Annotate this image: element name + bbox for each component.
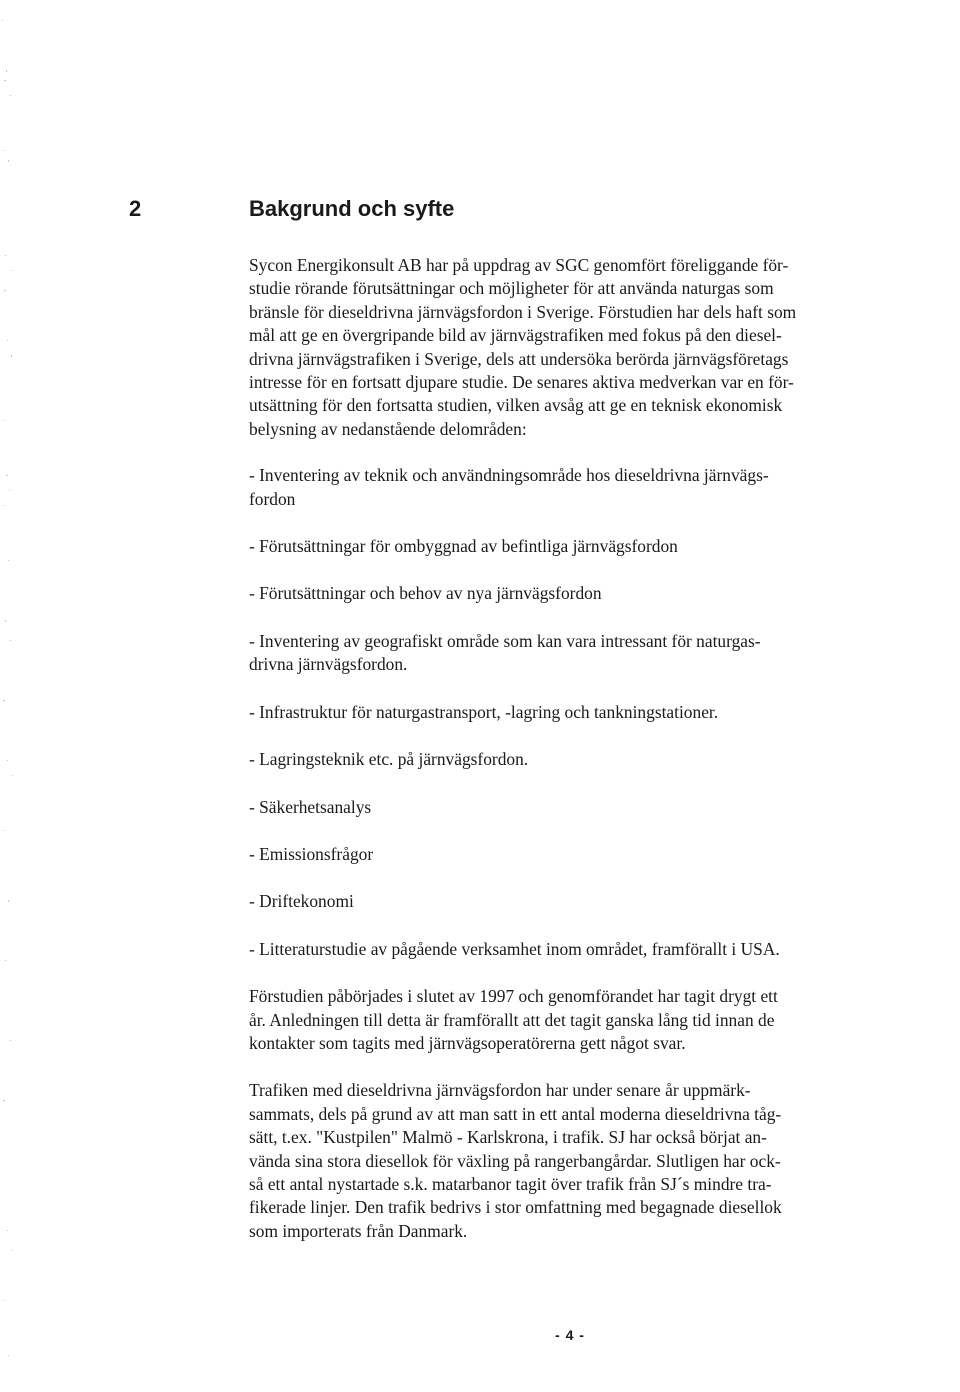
text-line: år. Anledningen till detta är framförallt att det tagit ganska lång tid innan de: [249, 1009, 775, 1030]
text-line: fikerade linjer. Den trafik bedrivs i stor omfattning med begagnade diesellok: [249, 1197, 782, 1218]
list-item: [249, 748, 867, 771]
text-line: fordon: [249, 488, 296, 509]
text-line: - Inventering av teknik och användningsområde hos dieseldrivna järnvägs-: [249, 465, 769, 486]
text-line: drivna järnvägstrafiken i Sverige, dels att undersöka berörda järnvägsföretags: [249, 348, 789, 369]
text-line: kontakter som tagits med järnvägsoperatörerna gett något svar.: [249, 1032, 686, 1053]
text-line: belysning av nedanstående delområden:: [249, 418, 527, 439]
scan-margin-speckles: [0, 0, 36, 1392]
text-line: studie rörande förutsättningar och möjligheter för att använda naturgas som: [249, 278, 774, 299]
list-item: [249, 535, 867, 558]
text-line: - Förutsättningar och behov av nya järnvägsfordon: [249, 583, 602, 604]
text-line: Förstudien påbörjades i slutet av 1997 och genomförandet har tagit drygt ett: [249, 986, 778, 1007]
text-line: - Litteraturstudie av pågående verksamhet inom området, framförallt i USA.: [249, 938, 780, 959]
text-line: utsättning för den fortsatta studien, vilken avsåg att ge en teknisk ekonomisk: [249, 395, 783, 416]
list-item: [249, 701, 867, 724]
page-number: - 4 -: [555, 1327, 585, 1343]
text-line: - Emissionsfrågor: [249, 843, 374, 864]
text-line: - Inventering av geografiskt område som kan vara intressant för naturgas-: [249, 630, 761, 651]
list-item: [249, 582, 867, 605]
text-line: vända sina stora diesellok för växling på rangerbangårdar. Slutligen har ock-: [249, 1150, 781, 1171]
text-line: - Infrastruktur för naturgastransport, -lagring och tankningstationer.: [249, 701, 719, 722]
intro-paragraph: [249, 254, 867, 441]
text-line: - Säkerhetsanalys: [249, 796, 372, 817]
study-duration-paragraph: [249, 985, 867, 1055]
text-line: bränsle för dieseldrivna järnvägsfordon i Sverige. Förstudien har dels haft som: [249, 301, 797, 322]
text-line: Trafiken med dieseldrivna järnvägsfordon har under senare år uppmärk-: [249, 1080, 751, 1101]
text-line: sammats, dels på grund av att man satt in ett antal moderna dieseldrivna tåg-: [249, 1103, 782, 1124]
traffic-paragraph: [249, 1079, 867, 1243]
list-item: [249, 630, 867, 677]
text-line: drivna järnvägsfordon.: [249, 654, 408, 675]
text-line: intresse för en fortsatt djupare studie. De senares aktiva medverkan var en för-: [249, 372, 794, 393]
section-title: Bakgrund och syfte: [249, 196, 455, 221]
section-number: 2: [129, 196, 142, 221]
list-item: [249, 796, 867, 819]
text-line: - Lagringsteknik etc. på järnvägsfordon.: [249, 749, 529, 770]
list-item: [249, 938, 867, 961]
text-line: som importerats från Danmark.: [249, 1220, 468, 1241]
text-line: sätt, t.ex. "Kustpilen" Malmö - Karlskrona, i trafik. SJ har också börjat an-: [249, 1127, 767, 1148]
section-body: [249, 254, 867, 1243]
text-line: så ett antal nystartade s.k. matarbanor tagit över trafik från SJ´s mindre tra-: [249, 1173, 772, 1194]
text-line: Sycon Energikonsult AB har på uppdrag av SGC genomfört föreliggande för-: [249, 255, 789, 275]
text-line: - Förutsättningar för ombyggnad av befintliga järnvägsfordon: [249, 536, 678, 557]
list-item: [249, 843, 867, 866]
text-line: - Driftekonomi: [249, 891, 354, 912]
text-line: mål att ge en övergripande bild av järnvägstrafiken med fokus på den diesel-: [249, 325, 782, 346]
list-item: [249, 464, 867, 511]
list-item: [249, 890, 867, 913]
